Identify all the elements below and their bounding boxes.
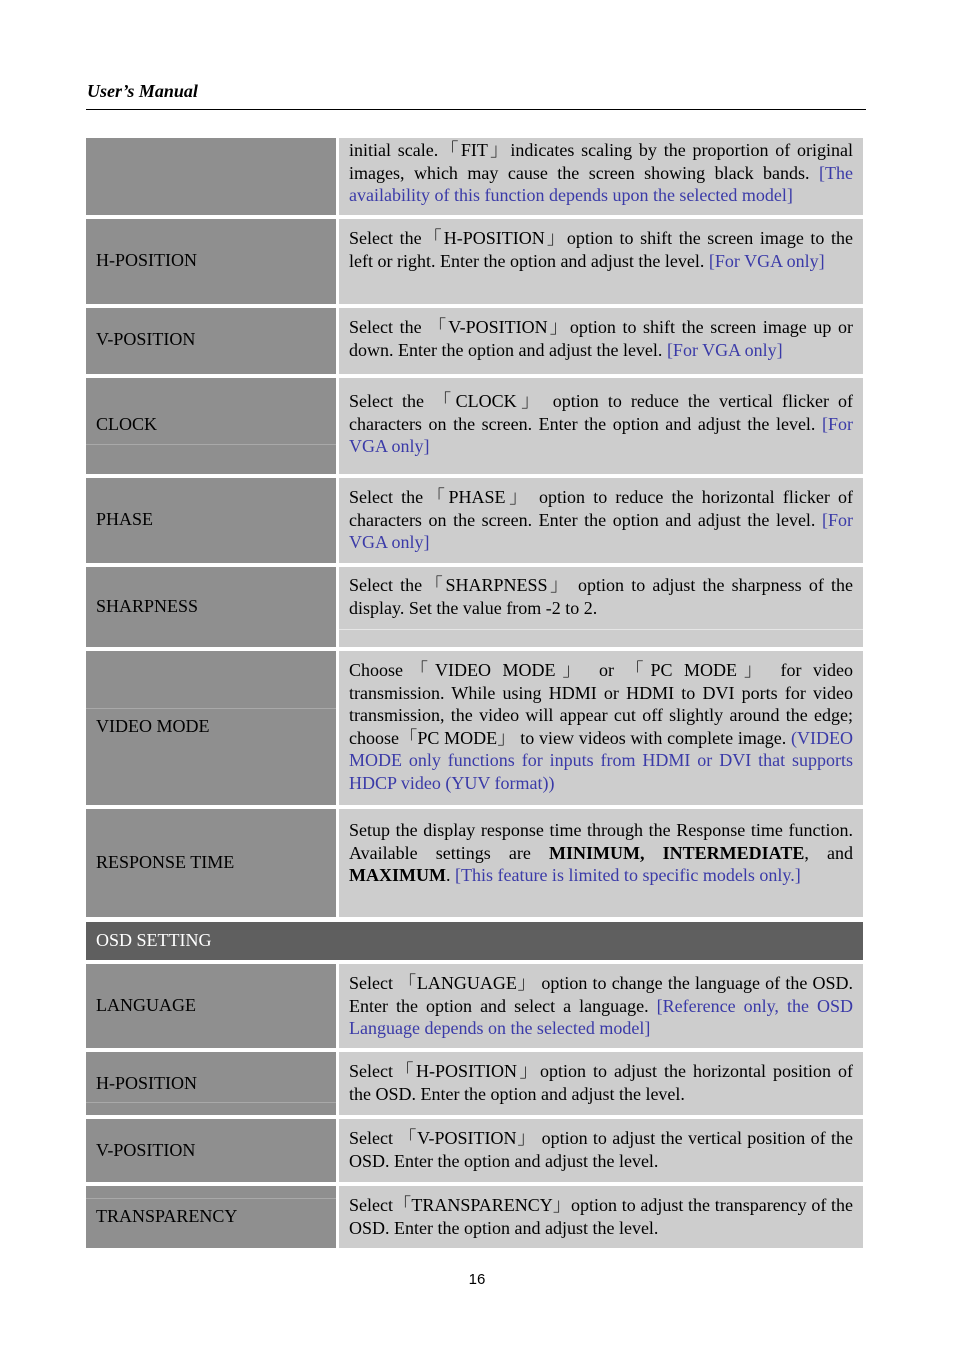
row-description: Select 「V-POSITION」 option to adjust the vertical position of the OSD. Enter the option and adjust the level. [349,1128,853,1171]
table-row [86,378,863,474]
row-note: [For VGA only] [349,509,853,552]
row-note: [For VGA only] [666,339,783,360]
row-label: LANGUAGE [96,995,196,1015]
table-row [86,478,863,563]
row-description: Select the「PHASE」 option to reduce the horizontal flicker of characters on the screen. Enter the option and adjust the level. [For VGA only] [349,487,853,552]
page-number: 16 [468,1271,486,1288]
row-description-cell [339,964,863,1048]
row-label-cell [86,651,336,805]
table-row [86,1186,863,1248]
cell-divider [339,629,863,630]
row-note: [Reference only, the OSD Language depends on the selected model] [349,995,853,1038]
section-label: OSD SETTING [96,930,212,950]
row-description-cell [339,651,863,805]
row-description: Select the「H-POSITION」option to shift the screen image to the left or right. Enter the option and adjust the level. [For VGA only] [349,228,853,271]
row-description: Choose「VIDEO MODE」 or 「PC MODE」 for video transmission. While using HDMI or HDMI to DVI ports for video transmission, the video will appear cut off slightly around the edge; choose「PC MODE」 to view videos with complete image. (VIDEO MODE only functions for inputs from HDMI or DVI that supports HDCP video (YUV format)) [349,660,853,793]
page-header-title: User’s Manual [87,81,198,101]
row-description-cell [339,219,863,304]
row-description: Select the 「CLOCK」 option to reduce the vertical flicker of characters on the screen. Enter the option and adjust the level. [For VGA only] [349,391,853,456]
header-rule [86,109,866,110]
row-label-cell [86,378,336,474]
table-row [86,308,863,374]
row-label: PHASE [96,509,154,529]
row-label-cell [86,478,336,563]
row-label: CLOCK [96,414,158,434]
row-description: initial scale.「FIT」indicates scaling by the proportion of original images, which may cause the screen showing black bands. [The availability of this function depends upon the selected model] [349,140,853,205]
row-label-cell [86,567,336,647]
row-label-cell [86,809,336,917]
row-description: Select「TRANSPARENCY」option to adjust the transparency of the OSD. Enter the option and adjust the level. [349,1195,853,1238]
row-label: H-POSITION [96,1073,197,1093]
row-label: RESPONSE TIME [96,852,235,872]
row-label: VIDEO MODE [96,716,210,736]
table-row [86,809,863,917]
row-note: [This feature is limited to specific models only.] [454,865,801,885]
row-label-cell [86,964,336,1048]
row-description-cell [339,308,863,374]
setting-minimum-intermediate: MINIMUM, INTERMEDIATE [549,842,805,863]
cell-divider [86,708,336,709]
row-description-cell [339,478,863,563]
row-description-cell [339,1052,863,1115]
table-row [86,651,863,805]
row-label-cell [86,138,336,215]
row-description: Select「H-POSITION」option to adjust the horizontal position of the OSD. Enter the option and adjust the level. [349,1061,853,1104]
row-label-cell [86,308,336,374]
row-note: [The availability of this function depends upon the selected model] [349,162,853,205]
row-description: Select 「LANGUAGE」 option to change the language of the OSD. Enter the option and select a language. [Reference only, the OSD Language depends on the selected model] [349,973,853,1038]
row-label-cell [86,1119,336,1182]
row-label-cell [86,219,336,304]
row-description-cell [339,138,863,215]
row-label: V-POSITION [96,1140,196,1160]
row-description-cell [339,1119,863,1182]
row-description-cell [339,1186,863,1248]
row-description-cell [339,378,863,474]
row-label-cell [86,1052,336,1115]
setting-maximum: MAXIMUM [349,865,446,885]
cell-divider [86,1198,336,1199]
table-row [86,964,863,1048]
row-description: Select the 「V-POSITION」option to shift the screen image up or down. Enter the option and adjust the level. [For VGA only] [349,317,853,360]
row-note: [For VGA only] [708,250,825,271]
row-label: H-POSITION [96,250,197,270]
table-row [86,219,863,304]
cell-divider [86,444,336,445]
row-note: [For VGA only] [349,413,853,456]
row-label: TRANSPARENCY [96,1206,238,1226]
row-description: Setup the display response time through the Response time function. Available settings are MINIMUM, INTERMEDIATE, and MAXIMUM. [This feature is limited to specific models only.] [349,820,853,885]
row-description-cell [339,809,863,917]
row-description-cell [339,567,863,647]
table-row [86,138,863,215]
row-label: V-POSITION [96,329,196,349]
table-row [86,1119,863,1182]
row-note: (VIDEO MODE only functions for inputs from HDMI or DVI that supports HDCP video (YUV format)) [349,727,853,793]
cell-divider [86,1102,336,1103]
table-row [86,1052,863,1115]
section-header-osd-setting [86,922,863,960]
row-description: Select the「SHARPNESS」 option to adjust the sharpness of the display. Set the value from -2 to 2. [349,575,853,618]
table-row [86,567,863,647]
row-label-cell [86,1186,336,1248]
row-label: SHARPNESS [96,596,199,616]
